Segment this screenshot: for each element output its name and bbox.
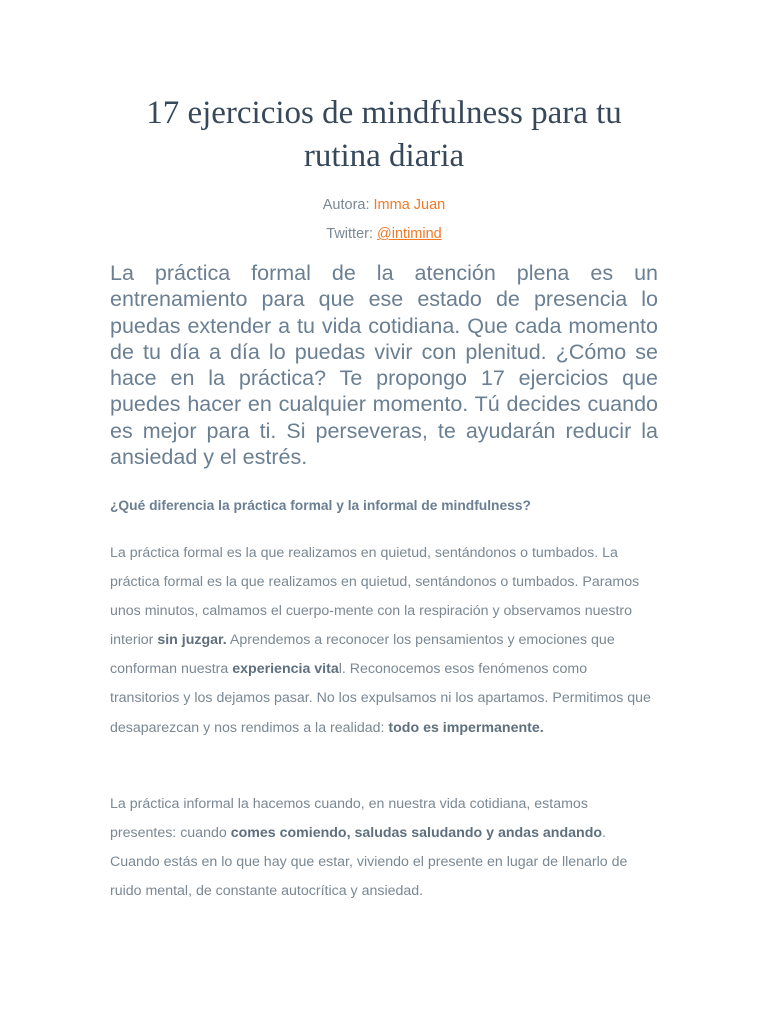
text-run: La práctica informal la hacemos cuando, en nuestra vida cotidiana, estamos presentes: cuando bbox=[110, 796, 588, 842]
emphasis-comes-comiendo: comes comiendo, saludas saludando y andas andando bbox=[230, 825, 603, 842]
emphasis-impermanente: todo es impermanente. bbox=[388, 719, 544, 736]
informal-practice-paragraph bbox=[110, 790, 658, 906]
article-title: 17 ejercicios de mindfulness para tu rutina diaria bbox=[146, 95, 622, 174]
section-subheading: ¿Qué diferencia la práctica formal y la informal de mindfulness? bbox=[110, 498, 531, 513]
text-run: l. Reconocemos esos fenómenos como transitorios y los dejamos pasar. No los expulsamos ni los apartamos. Permitimos que desaparezcan y nos rendimos a la realidad: bbox=[110, 661, 651, 736]
twitter-handle-link[interactable]: @intimind bbox=[377, 226, 442, 242]
text-run: Aprendemos a reconocer los pensamientos y emociones que conforman nuestra bbox=[110, 632, 615, 678]
twitter-line bbox=[110, 226, 658, 242]
author-line bbox=[110, 197, 658, 213]
emphasis-sin-juzgar: sin juzgar. bbox=[157, 632, 227, 649]
text-run: . Cuando estás en lo que hay que estar, viviendo el presente en lugar de llenarlo de ruido mental, de constante autocrítica y ansiedad. bbox=[110, 825, 628, 900]
emphasis-experiencia-vital: experiencia vita bbox=[232, 661, 339, 678]
twitter-label: Twitter: bbox=[326, 226, 373, 242]
text-run: La práctica formal es la que realizamos en quietud, sentándonos o tumbados. La práctica formal es la que realizamos en quietud, sentándonos o tumbados. Paramos unos minutos, calmamos el cuerpo-mente con la respiración y observamos nuestro interior bbox=[110, 545, 640, 649]
formal-practice-paragraph bbox=[110, 539, 658, 743]
author-label: Autora: bbox=[322, 197, 370, 213]
author-name: Imma Juan bbox=[373, 197, 446, 213]
lead-paragraph: La práctica formal de la atención plena es un entrenamiento para que ese estado de presencia lo puedas extender a tu vida cotidiana. Que cada momento de tu día a día lo puedas vivir con plenitud. ¿Cómo se hace en la práctica? Te propongo 17 ejercicios que puedes hacer en cualquier momento. Tú decides cuando es mejor para ti. Si perseveras, te ayudarán reducir la ansiedad y el estrés. bbox=[110, 261, 658, 470]
